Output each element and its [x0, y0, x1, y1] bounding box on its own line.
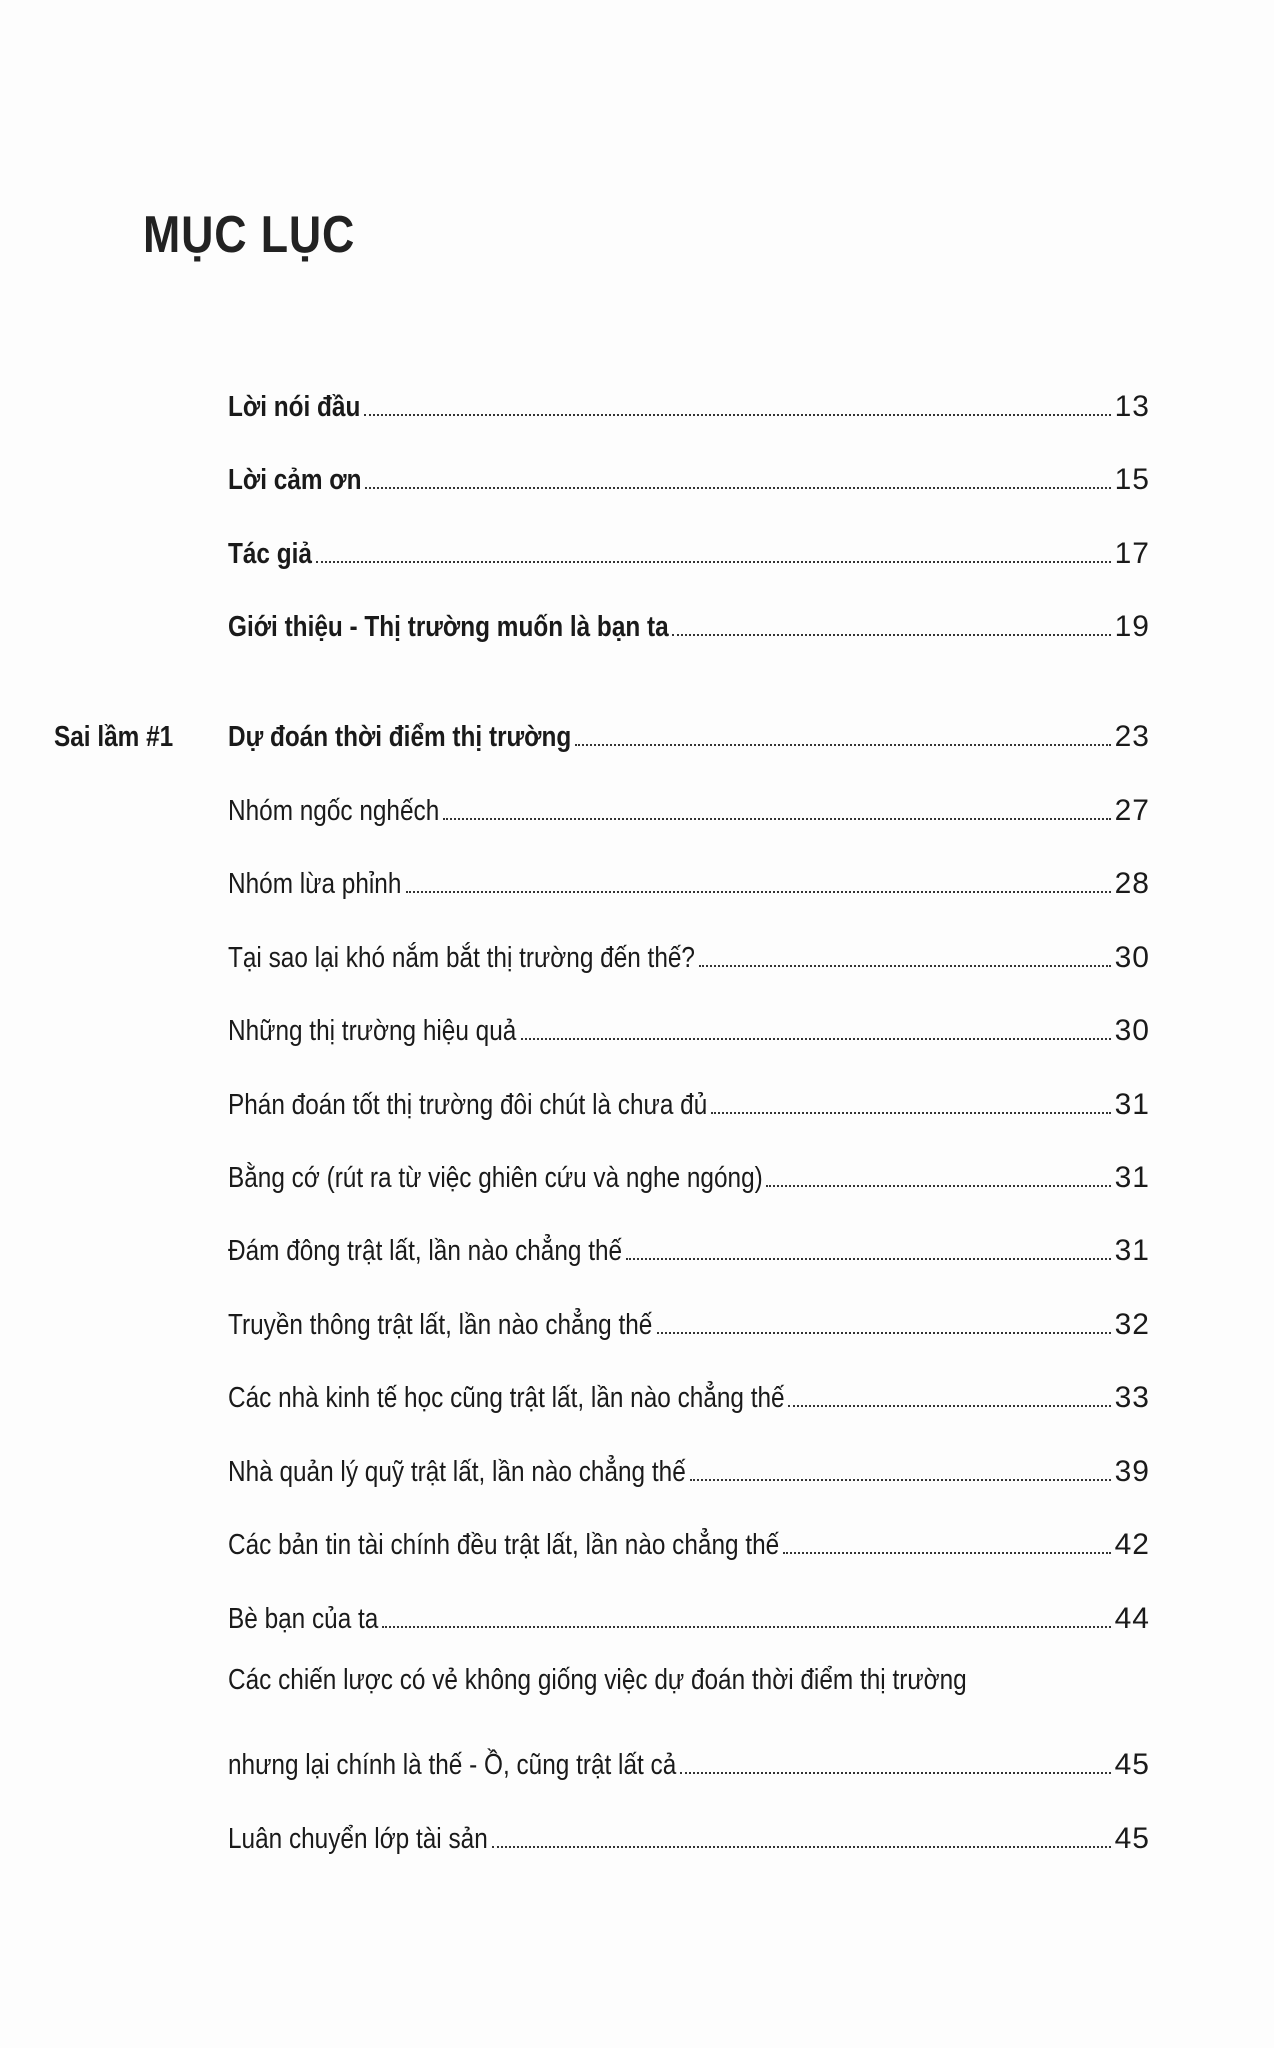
toc-entry-title: Bè bạn của ta [228, 1603, 379, 1635]
toc-entry[interactable] [228, 1369, 1150, 1415]
dot-leader [699, 965, 1111, 967]
toc-entry-page: 32 [1114, 1308, 1150, 1341]
toc-entry-page: 17 [1114, 537, 1150, 570]
toc-entry-page: 33 [1114, 1381, 1150, 1414]
toc-entry-title: Nhóm lừa phỉnh [228, 868, 402, 900]
toc-entry-title: Giới thiệu - Thị trường muốn là bạn ta [228, 611, 669, 643]
toc-entry[interactable] [228, 598, 1150, 644]
toc-entry[interactable] [228, 708, 1150, 754]
toc-entry[interactable] [228, 1810, 1150, 1856]
toc-entry[interactable] [228, 451, 1150, 497]
toc-entry[interactable] [228, 1296, 1150, 1342]
dot-leader [626, 1258, 1110, 1260]
toc-entry-page: 39 [1114, 1455, 1150, 1488]
toc-entry-title: Truyền thông trật lất, lần nào chẳng thế [228, 1309, 653, 1341]
dot-leader [711, 1112, 1111, 1114]
toc-entry[interactable] [228, 855, 1150, 901]
dot-leader [575, 744, 1111, 746]
section-label: Sai lầm #1 [54, 721, 174, 753]
toc-entry[interactable] [228, 929, 1150, 975]
toc-entry-title: Tác giả [228, 538, 312, 570]
toc-entry-title: Bằng cớ (rút ra từ việc ghiên cứu và nghe ngóng) [228, 1162, 763, 1194]
dot-leader [680, 1772, 1111, 1774]
toc-entry-title-line1[interactable]: Các chiến lược có vẻ không giống việc dự đoán thời điểm thị trường [228, 1664, 967, 1696]
toc-entry[interactable] [228, 1736, 1150, 1782]
toc-entry-title: Các bản tin tài chính đều trật lất, lần nào chẳng thế [228, 1529, 780, 1561]
toc-entry[interactable] [228, 782, 1150, 828]
toc-entry-title: Phán đoán tốt thị trường đôi chút là chưa đủ [228, 1089, 708, 1121]
toc-entry[interactable] [228, 1076, 1150, 1122]
toc-entry-page: 15 [1114, 463, 1150, 496]
dot-leader [316, 561, 1111, 563]
dot-leader [783, 1552, 1110, 1554]
toc-entry-title: Các nhà kinh tế học cũng trật lất, lần nào chẳng thế [228, 1382, 785, 1414]
toc-entry-title: Luân chuyển lớp tài sản [228, 1823, 488, 1855]
toc-entry-page: 42 [1114, 1528, 1150, 1561]
toc-entry-title: Lời cảm ơn [228, 464, 362, 496]
toc-entry-title: Những thị trường hiệu quả [228, 1015, 517, 1047]
toc-entry-title: Nhóm ngốc nghếch [228, 795, 440, 827]
toc-entry-title: Nhà quản lý quỹ trật lất, lần nào chẳng thế [228, 1456, 686, 1488]
toc-entry-title: Tại sao lại khó nắm bắt thị trường đến thế? [228, 942, 695, 974]
toc-entry-title: Đám đông trật lất, lần nào chẳng thế [228, 1235, 623, 1267]
toc-entry[interactable] [228, 1222, 1150, 1268]
dot-leader [364, 414, 1111, 416]
dot-leader [406, 891, 1111, 893]
toc-entry-page: 30 [1114, 941, 1150, 974]
toc-entry-page: 27 [1114, 794, 1150, 827]
dot-leader [672, 634, 1110, 636]
toc-entry-page: 31 [1114, 1234, 1150, 1267]
toc-entry-page: 30 [1114, 1014, 1150, 1047]
dot-leader [690, 1479, 1111, 1481]
dot-leader [788, 1405, 1110, 1407]
toc-entry-page: 13 [1114, 390, 1150, 423]
toc-entry-title-line2: nhưng lại chính là thế - Ồ, cũng trật lất cả [228, 1749, 677, 1781]
toc-entry[interactable] [228, 1516, 1150, 1562]
toc-entry-page: 45 [1114, 1822, 1150, 1855]
toc-entry[interactable] [228, 525, 1150, 571]
dot-leader [521, 1038, 1111, 1040]
dot-leader [657, 1332, 1111, 1334]
dot-leader [492, 1846, 1111, 1848]
toc-entry[interactable] [228, 1443, 1150, 1489]
toc-entry-page: 31 [1114, 1161, 1150, 1194]
toc-entry-page: 31 [1114, 1088, 1150, 1121]
toc-entry[interactable] [228, 378, 1150, 424]
dot-leader [766, 1185, 1110, 1187]
toc-entry-page: 44 [1114, 1602, 1150, 1635]
toc-entry[interactable] [228, 1002, 1150, 1048]
toc-entry-page: 23 [1114, 720, 1150, 753]
toc-entry-title: Dự đoán thời điểm thị trường [228, 721, 572, 753]
dot-leader [443, 818, 1111, 820]
toc-entry-page: 45 [1114, 1748, 1150, 1781]
dot-leader [382, 1626, 1110, 1628]
toc-entry[interactable] [228, 1149, 1150, 1195]
toc-entry-title: Lời nói đầu [228, 391, 361, 423]
toc-entry-page: 19 [1114, 610, 1150, 643]
dot-leader [365, 487, 1110, 489]
toc-entry-page: 28 [1114, 867, 1150, 900]
toc-entry[interactable] [228, 1590, 1150, 1636]
page-title: MỤC LỤC [143, 206, 356, 264]
